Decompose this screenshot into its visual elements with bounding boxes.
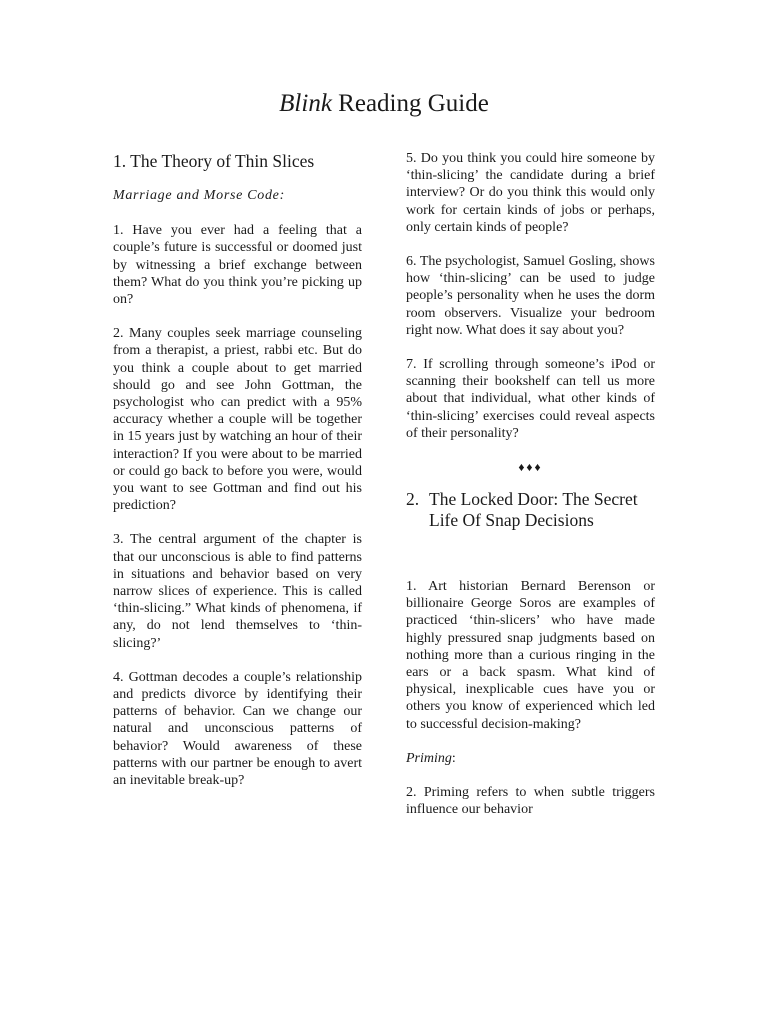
section-2-heading	[406, 489, 655, 531]
question-1: 1. Have you ever had a feeling that a couple’s future is successful or doomed just by witnessing a brief exchange between them? What do you think you’re picking up on?	[113, 223, 362, 308]
priming-label: Priming	[406, 750, 452, 766]
right-column	[406, 150, 655, 835]
title-book-name: Blink	[279, 90, 332, 117]
question-6: 6. The psychologist, Samuel Gosling, shows how ‘thin-slicing’ can be used to judge people’s personality when he uses the dorm room observers. Visualize your bedroom right now. What does it say about you?	[406, 254, 655, 338]
question-3: 3. The central argument of the chapter is that our unconscious is able to find patterns in situations and behavior based on very narrow slices of experience. This is called ‘thin-slicing.” What kinds of phenomena, if any, do not lend themselves to ‘thin-slicing?’	[113, 532, 362, 651]
priming-subheading	[406, 750, 655, 767]
section-1-subheading: Marriage and Morse Code:	[113, 188, 285, 203]
section-divider: ♦♦♦	[518, 460, 543, 475]
question-7: 7. If scrolling through someone’s iPod or scanning their bookshelf can tell us more about that individual, what other kinds of ‘thin-slicing’ exercises could reveal aspects of their personality?	[406, 357, 655, 441]
section-2-number: 2.	[406, 489, 420, 510]
section-2-question-2: 2. Priming refers to when subtle triggers influence our behavior	[406, 785, 655, 818]
question-2: 2. Many couples seek marriage counseling from a therapist, a priest, rabbi etc. But do you think a couple about to get married should go and see John Gottman, the psychologist who can predict with a 95% accuracy whether a couple will be together in 15 years just by watching an hour of their interaction? If you were about to be married or could go back to before you were, would you want to see Gottman and find out his prediction?	[113, 326, 362, 514]
section-2-question-1: 1. Art historian Bernard Berenson or billionaire George Soros are examples of practiced ‘thin-slicers’ who have made highly pressured snap judgments based on nothing more than a curious ringing in the ears or a back spasm. What kind of physical, inexplicable cues have you or others you know of experienced which led to successful decision-making?	[406, 579, 655, 732]
section-2-title: The Locked Door: The Secret Life Of Snap Decisions	[429, 489, 638, 531]
title-suffix: Reading Guide	[331, 90, 489, 117]
question-5: 5. Do you think you could hire someone by ‘thin-slicing’ the candidate during a brief interview? Or do you think this would only work for certain kinds of jobs or perhaps, only certain kinds of people?	[406, 151, 655, 235]
question-4: 4. Gottman decodes a couple’s relationship and predicts divorce by identifying their patterns of behavior. Can we change our natural and unconscious patterns of behavior? Would awareness of these patterns with our partner be enough to avert an inevitable break-up?	[113, 669, 362, 789]
priming-colon: :	[451, 750, 456, 766]
page-title	[0, 88, 768, 120]
left-column	[113, 150, 362, 806]
section-1-heading: 1. The Theory of Thin Slices	[113, 151, 315, 171]
